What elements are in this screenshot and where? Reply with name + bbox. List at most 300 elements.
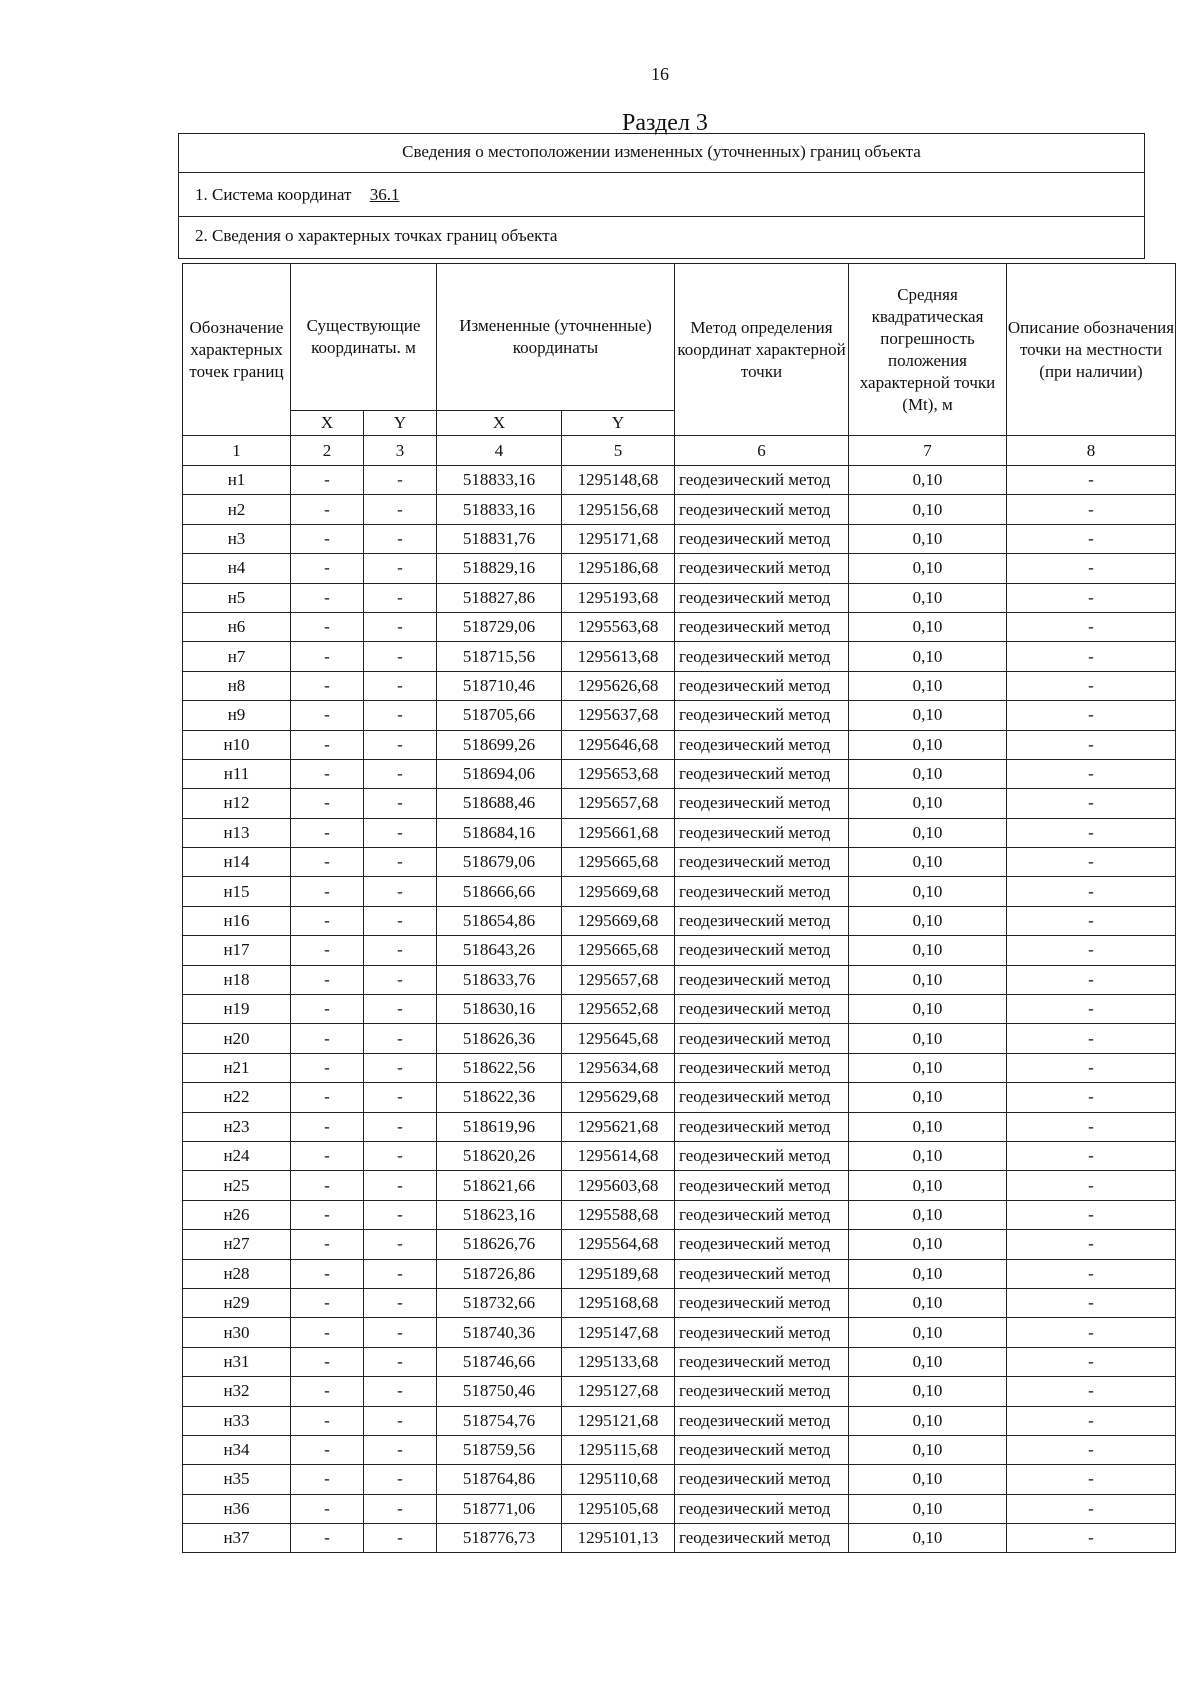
changed-y-cell: 1295189,68 xyxy=(562,1259,675,1288)
table-row xyxy=(183,1083,1176,1112)
table-row xyxy=(183,466,1176,495)
description-cell: - xyxy=(1007,583,1176,612)
method-cell: геодезический метод xyxy=(675,848,849,877)
description-cell: - xyxy=(1007,1377,1176,1406)
existing-x-cell: - xyxy=(291,671,364,700)
existing-x-cell: - xyxy=(291,1288,364,1317)
changed-y-cell: 1295147,68 xyxy=(562,1318,675,1347)
method-cell: геодезический метод xyxy=(675,1494,849,1523)
existing-x-cell: - xyxy=(291,1347,364,1376)
table-row xyxy=(183,1171,1176,1200)
error-cell: 0,10 xyxy=(849,701,1007,730)
description-cell: - xyxy=(1007,995,1176,1024)
table-row xyxy=(183,730,1176,759)
changed-y-cell: 1295665,68 xyxy=(562,848,675,877)
method-cell: геодезический метод xyxy=(675,965,849,994)
description-cell: - xyxy=(1007,1435,1176,1464)
description-cell: - xyxy=(1007,936,1176,965)
existing-y-cell: - xyxy=(364,995,437,1024)
changed-x-cell: 518694,06 xyxy=(437,759,562,788)
points-table xyxy=(182,263,1176,1553)
changed-y-cell: 1295613,68 xyxy=(562,642,675,671)
changed-y-cell: 1295614,68 xyxy=(562,1141,675,1170)
method-cell: геодезический метод xyxy=(675,1465,849,1494)
changed-y-cell: 1295645,68 xyxy=(562,1024,675,1053)
error-cell: 0,10 xyxy=(849,877,1007,906)
changed-y-cell: 1295588,68 xyxy=(562,1200,675,1229)
existing-x-cell: - xyxy=(291,583,364,612)
table-row xyxy=(183,1112,1176,1141)
existing-x-cell: - xyxy=(291,1524,364,1553)
existing-x-cell: - xyxy=(291,1377,364,1406)
changed-x-cell: 518666,66 xyxy=(437,877,562,906)
error-cell: 0,10 xyxy=(849,1024,1007,1053)
existing-y-cell: - xyxy=(364,877,437,906)
existing-x-cell: - xyxy=(291,1112,364,1141)
point-id-cell: н28 xyxy=(183,1259,291,1288)
error-cell: 0,10 xyxy=(849,1465,1007,1494)
method-cell: геодезический метод xyxy=(675,759,849,788)
existing-x-cell: - xyxy=(291,848,364,877)
method-cell: геодезический метод xyxy=(675,877,849,906)
point-id-cell: н20 xyxy=(183,1024,291,1053)
existing-y-cell: - xyxy=(364,1200,437,1229)
table-row xyxy=(183,995,1176,1024)
existing-x-cell: - xyxy=(291,789,364,818)
method-cell: геодезический метод xyxy=(675,1347,849,1376)
method-cell: геодезический метод xyxy=(675,671,849,700)
error-cell: 0,10 xyxy=(849,759,1007,788)
description-cell: - xyxy=(1007,965,1176,994)
existing-y-cell: - xyxy=(364,524,437,553)
existing-x-cell: - xyxy=(291,1494,364,1523)
method-cell: геодезический метод xyxy=(675,1377,849,1406)
table-row xyxy=(183,1024,1176,1053)
changed-y-cell: 1295186,68 xyxy=(562,554,675,583)
method-cell: геодезический метод xyxy=(675,730,849,759)
error-cell: 0,10 xyxy=(849,495,1007,524)
description-cell: - xyxy=(1007,730,1176,759)
changed-x-cell: 518623,16 xyxy=(437,1200,562,1229)
changed-x-cell: 518621,66 xyxy=(437,1171,562,1200)
changed-x-cell: 518831,76 xyxy=(437,524,562,553)
changed-x-cell: 518622,36 xyxy=(437,1083,562,1112)
existing-x-cell: - xyxy=(291,1406,364,1435)
existing-x-cell: - xyxy=(291,936,364,965)
existing-x-cell: - xyxy=(291,1141,364,1170)
changed-y-cell: 1295564,68 xyxy=(562,1230,675,1259)
changed-x-cell: 518833,16 xyxy=(437,495,562,524)
changed-y-cell: 1295634,68 xyxy=(562,1053,675,1082)
changed-x-cell: 518705,66 xyxy=(437,701,562,730)
error-cell: 0,10 xyxy=(849,1112,1007,1141)
changed-x-cell: 518764,86 xyxy=(437,1465,562,1494)
point-id-cell: н15 xyxy=(183,877,291,906)
table-row xyxy=(183,583,1176,612)
error-cell: 0,10 xyxy=(849,612,1007,641)
changed-y-cell: 1295653,68 xyxy=(562,759,675,788)
col-number: 1 xyxy=(183,436,291,466)
existing-x-cell: - xyxy=(291,612,364,641)
changed-x-cell: 518750,46 xyxy=(437,1377,562,1406)
point-id-cell: н16 xyxy=(183,906,291,935)
description-cell: - xyxy=(1007,789,1176,818)
existing-y-cell: - xyxy=(364,759,437,788)
existing-y-cell: - xyxy=(364,1377,437,1406)
existing-x-cell: - xyxy=(291,995,364,1024)
changed-x-cell: 518630,16 xyxy=(437,995,562,1024)
method-cell: геодезический метод xyxy=(675,1024,849,1053)
existing-y-cell: - xyxy=(364,495,437,524)
existing-y-cell: - xyxy=(364,1171,437,1200)
error-cell: 0,10 xyxy=(849,466,1007,495)
changed-y-cell: 1295652,68 xyxy=(562,995,675,1024)
col-changed-header: Измененные (уточненные) координаты xyxy=(437,264,675,411)
existing-y-cell: - xyxy=(364,906,437,935)
col-number: 8 xyxy=(1007,436,1176,466)
description-cell: - xyxy=(1007,612,1176,641)
error-cell: 0,10 xyxy=(849,1347,1007,1376)
method-cell: геодезический метод xyxy=(675,1141,849,1170)
table-row xyxy=(183,1259,1176,1288)
existing-x-cell: - xyxy=(291,1171,364,1200)
error-cell: 0,10 xyxy=(849,1377,1007,1406)
error-cell: 0,10 xyxy=(849,554,1007,583)
existing-y-cell: - xyxy=(364,848,437,877)
error-cell: 0,10 xyxy=(849,524,1007,553)
changed-x-cell: 518619,96 xyxy=(437,1112,562,1141)
description-cell: - xyxy=(1007,642,1176,671)
existing-x-cell: - xyxy=(291,1318,364,1347)
error-cell: 0,10 xyxy=(849,1406,1007,1435)
col-number: 5 xyxy=(562,436,675,466)
changed-x-cell: 518626,76 xyxy=(437,1230,562,1259)
error-cell: 0,10 xyxy=(849,730,1007,759)
method-cell: геодезический метод xyxy=(675,1230,849,1259)
col-number: 3 xyxy=(364,436,437,466)
table-row xyxy=(183,1494,1176,1523)
existing-y-cell: - xyxy=(364,612,437,641)
changed-y-cell: 1295629,68 xyxy=(562,1083,675,1112)
method-cell: геодезический метод xyxy=(675,612,849,641)
method-cell: геодезический метод xyxy=(675,642,849,671)
existing-x-cell: - xyxy=(291,730,364,759)
col-number: 6 xyxy=(675,436,849,466)
existing-y-cell: - xyxy=(364,1347,437,1376)
changed-y-cell: 1295563,68 xyxy=(562,612,675,641)
changed-y-cell: 1295621,68 xyxy=(562,1112,675,1141)
existing-y-cell: - xyxy=(364,1259,437,1288)
existing-x-cell: - xyxy=(291,495,364,524)
point-id-cell: н3 xyxy=(183,524,291,553)
point-id-cell: н7 xyxy=(183,642,291,671)
table-row xyxy=(183,671,1176,700)
method-cell: геодезический метод xyxy=(675,466,849,495)
description-cell: - xyxy=(1007,495,1176,524)
point-id-cell: н17 xyxy=(183,936,291,965)
description-cell: - xyxy=(1007,1406,1176,1435)
existing-y-cell: - xyxy=(364,789,437,818)
description-cell: - xyxy=(1007,1524,1176,1553)
changed-y-cell: 1295171,68 xyxy=(562,524,675,553)
changed-y-cell: 1295127,68 xyxy=(562,1377,675,1406)
point-id-cell: н9 xyxy=(183,701,291,730)
coord-system-label: 1. Система координат xyxy=(195,185,352,204)
existing-x-cell: - xyxy=(291,701,364,730)
table-row xyxy=(183,554,1176,583)
error-cell: 0,10 xyxy=(849,1435,1007,1464)
changed-x-cell: 518684,16 xyxy=(437,818,562,847)
error-cell: 0,10 xyxy=(849,671,1007,700)
error-cell: 0,10 xyxy=(849,1318,1007,1347)
error-cell: 0,10 xyxy=(849,1053,1007,1082)
changed-y-cell: 1295657,68 xyxy=(562,965,675,994)
existing-y-cell: - xyxy=(364,701,437,730)
existing-x-cell: - xyxy=(291,1465,364,1494)
error-cell: 0,10 xyxy=(849,848,1007,877)
table-row xyxy=(183,1465,1176,1494)
point-id-cell: н14 xyxy=(183,848,291,877)
point-id-cell: н19 xyxy=(183,995,291,1024)
description-cell: - xyxy=(1007,554,1176,583)
col-designation-header: Обозначение характерных точек границ xyxy=(183,264,291,436)
section-title: Раздел 3 xyxy=(622,110,708,136)
header-box xyxy=(178,133,1145,259)
changed-x-cell: 518643,26 xyxy=(437,936,562,965)
point-id-cell: н18 xyxy=(183,965,291,994)
changed-y-cell: 1295661,68 xyxy=(562,818,675,847)
description-cell: - xyxy=(1007,1494,1176,1523)
table-row xyxy=(183,524,1176,553)
table-row xyxy=(183,612,1176,641)
error-cell: 0,10 xyxy=(849,1230,1007,1259)
description-cell: - xyxy=(1007,759,1176,788)
method-cell: геодезический метод xyxy=(675,789,849,818)
description-cell: - xyxy=(1007,906,1176,935)
table-row xyxy=(183,877,1176,906)
point-id-cell: н25 xyxy=(183,1171,291,1200)
axis-x-changed: X xyxy=(437,411,562,436)
axis-y-existing: Y xyxy=(364,411,437,436)
changed-x-cell: 518833,16 xyxy=(437,466,562,495)
existing-y-cell: - xyxy=(364,1494,437,1523)
existing-y-cell: - xyxy=(364,1141,437,1170)
page-number: 16 xyxy=(651,64,669,84)
table-row xyxy=(183,1200,1176,1229)
description-cell: - xyxy=(1007,1141,1176,1170)
error-cell: 0,10 xyxy=(849,1259,1007,1288)
description-cell: - xyxy=(1007,1112,1176,1141)
method-cell: геодезический метод xyxy=(675,524,849,553)
existing-y-cell: - xyxy=(364,1112,437,1141)
table-row xyxy=(183,936,1176,965)
changed-x-cell: 518654,86 xyxy=(437,906,562,935)
table-row xyxy=(183,1435,1176,1464)
changed-x-cell: 518626,36 xyxy=(437,1024,562,1053)
changed-x-cell: 518699,26 xyxy=(437,730,562,759)
table-row xyxy=(183,1288,1176,1317)
table-row xyxy=(183,818,1176,847)
description-cell: - xyxy=(1007,1053,1176,1082)
existing-x-cell: - xyxy=(291,906,364,935)
table-row xyxy=(183,1347,1176,1376)
existing-y-cell: - xyxy=(364,1465,437,1494)
method-cell: геодезический метод xyxy=(675,554,849,583)
changed-y-cell: 1295637,68 xyxy=(562,701,675,730)
description-cell: - xyxy=(1007,1200,1176,1229)
point-id-cell: н34 xyxy=(183,1435,291,1464)
description-cell: - xyxy=(1007,818,1176,847)
col-method-header: Метод определения координат характерной точки xyxy=(675,264,849,436)
col-error-header: Средняя квадратическая погрешность положения характерной точки (Mt), м xyxy=(849,264,1007,436)
changed-x-cell: 518754,76 xyxy=(437,1406,562,1435)
table-row xyxy=(183,1377,1176,1406)
changed-y-cell: 1295669,68 xyxy=(562,877,675,906)
changed-x-cell: 518827,86 xyxy=(437,583,562,612)
existing-y-cell: - xyxy=(364,671,437,700)
table-row xyxy=(183,1406,1176,1435)
header-title: Сведения о местоположении измененных (уточненных) границ объекта xyxy=(179,134,1144,173)
method-cell: геодезический метод xyxy=(675,1406,849,1435)
point-id-cell: н33 xyxy=(183,1406,291,1435)
existing-x-cell: - xyxy=(291,1230,364,1259)
description-cell: - xyxy=(1007,877,1176,906)
existing-y-cell: - xyxy=(364,1524,437,1553)
error-cell: 0,10 xyxy=(849,1524,1007,1553)
method-cell: геодезический метод xyxy=(675,818,849,847)
changed-y-cell: 1295665,68 xyxy=(562,936,675,965)
axis-x-existing: X xyxy=(291,411,364,436)
col-number: 4 xyxy=(437,436,562,466)
method-cell: геодезический метод xyxy=(675,995,849,1024)
table-row xyxy=(183,906,1176,935)
method-cell: геодезический метод xyxy=(675,1053,849,1082)
point-id-cell: н2 xyxy=(183,495,291,524)
table-row xyxy=(183,965,1176,994)
error-cell: 0,10 xyxy=(849,1083,1007,1112)
changed-y-cell: 1295115,68 xyxy=(562,1435,675,1464)
error-cell: 0,10 xyxy=(849,936,1007,965)
point-id-cell: н27 xyxy=(183,1230,291,1259)
point-id-cell: н36 xyxy=(183,1494,291,1523)
point-id-cell: н4 xyxy=(183,554,291,583)
point-id-cell: н8 xyxy=(183,671,291,700)
existing-x-cell: - xyxy=(291,877,364,906)
description-cell: - xyxy=(1007,1024,1176,1053)
existing-x-cell: - xyxy=(291,1024,364,1053)
method-cell: геодезический метод xyxy=(675,1435,849,1464)
existing-x-cell: - xyxy=(291,1200,364,1229)
changed-y-cell: 1295669,68 xyxy=(562,906,675,935)
changed-y-cell: 1295626,68 xyxy=(562,671,675,700)
point-id-cell: н5 xyxy=(183,583,291,612)
point-id-cell: н26 xyxy=(183,1200,291,1229)
method-cell: геодезический метод xyxy=(675,701,849,730)
table-row xyxy=(183,495,1176,524)
table-row xyxy=(183,1318,1176,1347)
existing-y-cell: - xyxy=(364,1083,437,1112)
description-cell: - xyxy=(1007,1171,1176,1200)
table-row xyxy=(183,1141,1176,1170)
changed-x-cell: 518688,46 xyxy=(437,789,562,818)
changed-y-cell: 1295193,68 xyxy=(562,583,675,612)
changed-x-cell: 518776,73 xyxy=(437,1524,562,1553)
col-existing-header: Существующие координаты. м xyxy=(291,264,437,411)
existing-y-cell: - xyxy=(364,730,437,759)
table-row xyxy=(183,848,1176,877)
method-cell: геодезический метод xyxy=(675,1259,849,1288)
existing-y-cell: - xyxy=(364,1288,437,1317)
changed-x-cell: 518715,56 xyxy=(437,642,562,671)
col-description-header: Описание обозначения точки на местности (при наличии) xyxy=(1007,264,1176,436)
changed-x-cell: 518732,66 xyxy=(437,1288,562,1317)
method-cell: геодезический метод xyxy=(675,583,849,612)
existing-y-cell: - xyxy=(364,936,437,965)
table-row xyxy=(183,789,1176,818)
point-id-cell: н21 xyxy=(183,1053,291,1082)
table-row xyxy=(183,759,1176,788)
method-cell: геодезический метод xyxy=(675,1200,849,1229)
changed-x-cell: 518726,86 xyxy=(437,1259,562,1288)
changed-y-cell: 1295657,68 xyxy=(562,789,675,818)
method-cell: геодезический метод xyxy=(675,495,849,524)
changed-y-cell: 1295110,68 xyxy=(562,1465,675,1494)
changed-x-cell: 518729,06 xyxy=(437,612,562,641)
error-cell: 0,10 xyxy=(849,1171,1007,1200)
point-id-cell: н37 xyxy=(183,1524,291,1553)
existing-y-cell: - xyxy=(364,1318,437,1347)
method-cell: геодезический метод xyxy=(675,1318,849,1347)
existing-x-cell: - xyxy=(291,466,364,495)
point-id-cell: н1 xyxy=(183,466,291,495)
point-id-cell: н23 xyxy=(183,1112,291,1141)
col-number: 7 xyxy=(849,436,1007,466)
changed-x-cell: 518710,46 xyxy=(437,671,562,700)
method-cell: геодезический метод xyxy=(675,936,849,965)
error-cell: 0,10 xyxy=(849,583,1007,612)
table-row xyxy=(183,1053,1176,1082)
error-cell: 0,10 xyxy=(849,789,1007,818)
changed-y-cell: 1295156,68 xyxy=(562,495,675,524)
point-id-cell: н11 xyxy=(183,759,291,788)
description-cell: - xyxy=(1007,1347,1176,1376)
existing-x-cell: - xyxy=(291,965,364,994)
point-id-cell: н22 xyxy=(183,1083,291,1112)
point-id-cell: н12 xyxy=(183,789,291,818)
coord-system-row xyxy=(179,173,1144,217)
description-cell: - xyxy=(1007,1318,1176,1347)
error-cell: 0,10 xyxy=(849,818,1007,847)
table-body xyxy=(183,466,1176,1553)
point-id-cell: н24 xyxy=(183,1141,291,1170)
point-id-cell: н31 xyxy=(183,1347,291,1376)
description-cell: - xyxy=(1007,1465,1176,1494)
changed-y-cell: 1295646,68 xyxy=(562,730,675,759)
description-cell: - xyxy=(1007,1288,1176,1317)
point-id-cell: н32 xyxy=(183,1377,291,1406)
changed-x-cell: 518771,06 xyxy=(437,1494,562,1523)
existing-y-cell: - xyxy=(364,1435,437,1464)
point-id-cell: н10 xyxy=(183,730,291,759)
table-row xyxy=(183,701,1176,730)
error-cell: 0,10 xyxy=(849,906,1007,935)
existing-y-cell: - xyxy=(364,554,437,583)
point-id-cell: н29 xyxy=(183,1288,291,1317)
point-id-cell: н13 xyxy=(183,818,291,847)
description-cell: - xyxy=(1007,1259,1176,1288)
description-cell: - xyxy=(1007,1230,1176,1259)
changed-x-cell: 518622,56 xyxy=(437,1053,562,1082)
